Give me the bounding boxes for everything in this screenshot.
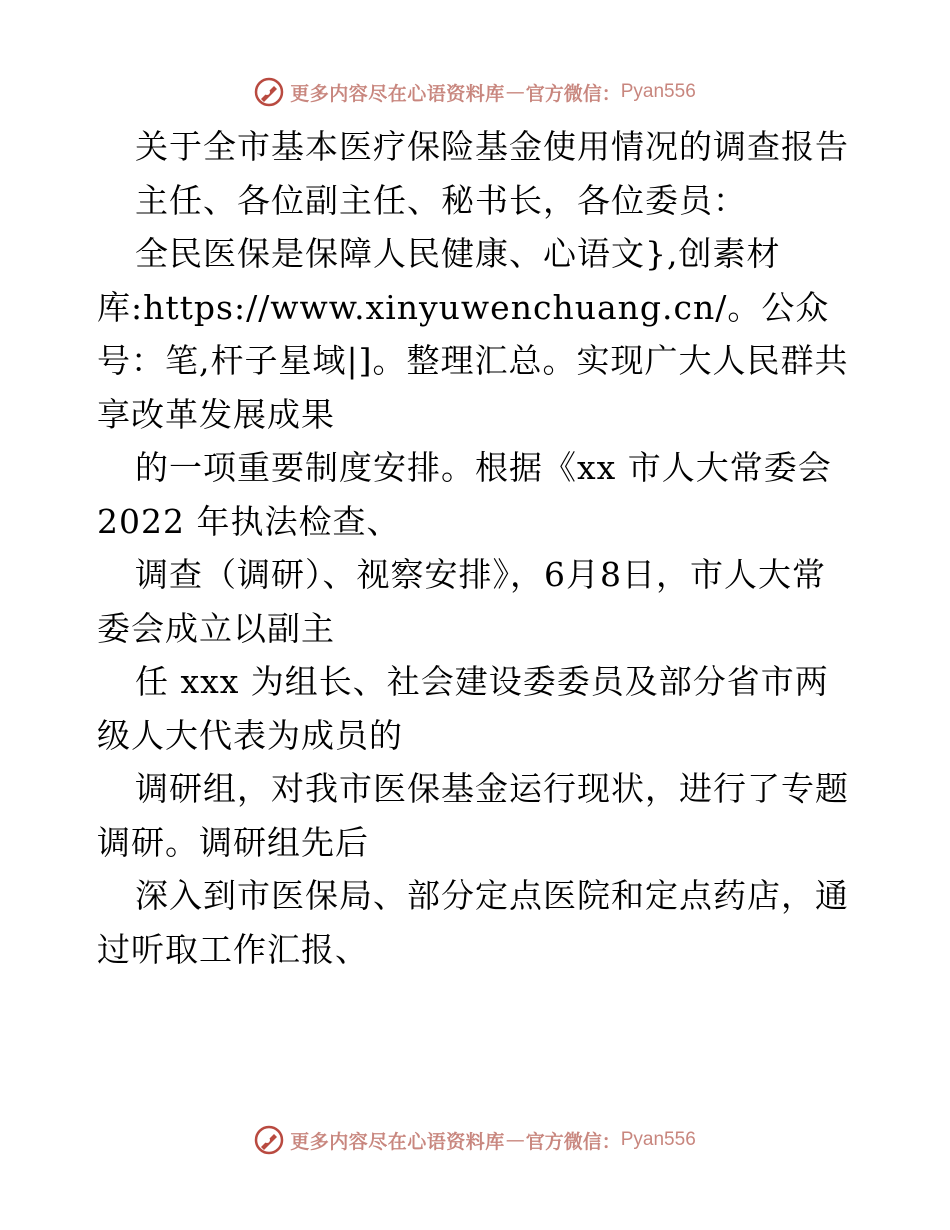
watermark-dash: — bbox=[505, 1129, 525, 1151]
paragraph: 的一项重要制度安排。根据《xx 市人大常委会 2022 年执法检查、 bbox=[97, 448, 832, 541]
paragraph: 深入到市医保局、部分定点医院和定点药店，通过听取工作汇报、 bbox=[97, 876, 849, 969]
greeting: 主任、各位副主任、秘书长，各位委员： bbox=[135, 180, 747, 220]
document-body bbox=[97, 120, 857, 976]
watermark-text: 更多内容尽在心语资料库 bbox=[290, 1130, 505, 1153]
header-watermark bbox=[0, 72, 950, 112]
footer-watermark bbox=[0, 1120, 950, 1160]
pen-logo-icon bbox=[254, 77, 284, 107]
paragraph: 任 xxx 为组长、社会建设委委员及部分省市两级人大代表为成员的 bbox=[97, 662, 829, 755]
paragraph: 调查（调研）、视察安排》，6月8日，市人大常委会成立以副主 bbox=[97, 555, 826, 648]
document-title: 关于全市基本医疗保险基金使用情况的调查报告 bbox=[135, 127, 849, 166]
paragraph: 全民医保是保障人民健康、心语文},创素材库:https://www.xinyuwenchuang.cn/。公众号：笔,杆子星域|]。整理汇总。实现广大人民群共享改革发展成果 bbox=[97, 234, 849, 434]
watermark-wechat-id: Pyan556 bbox=[620, 1129, 696, 1150]
pen-logo-icon bbox=[254, 1125, 284, 1155]
watermark-text: 更多内容尽在心语资料库 bbox=[290, 82, 505, 105]
watermark-dash: — bbox=[505, 81, 525, 103]
watermark-wechat-id: Pyan556 bbox=[620, 81, 696, 102]
watermark-wechat-label: 官方微信： bbox=[525, 1130, 621, 1153]
paragraph: 调研组，对我市医保基金运行现状，进行了专题调研。调研组先后 bbox=[97, 769, 849, 862]
watermark-wechat-label: 官方微信： bbox=[525, 82, 621, 105]
